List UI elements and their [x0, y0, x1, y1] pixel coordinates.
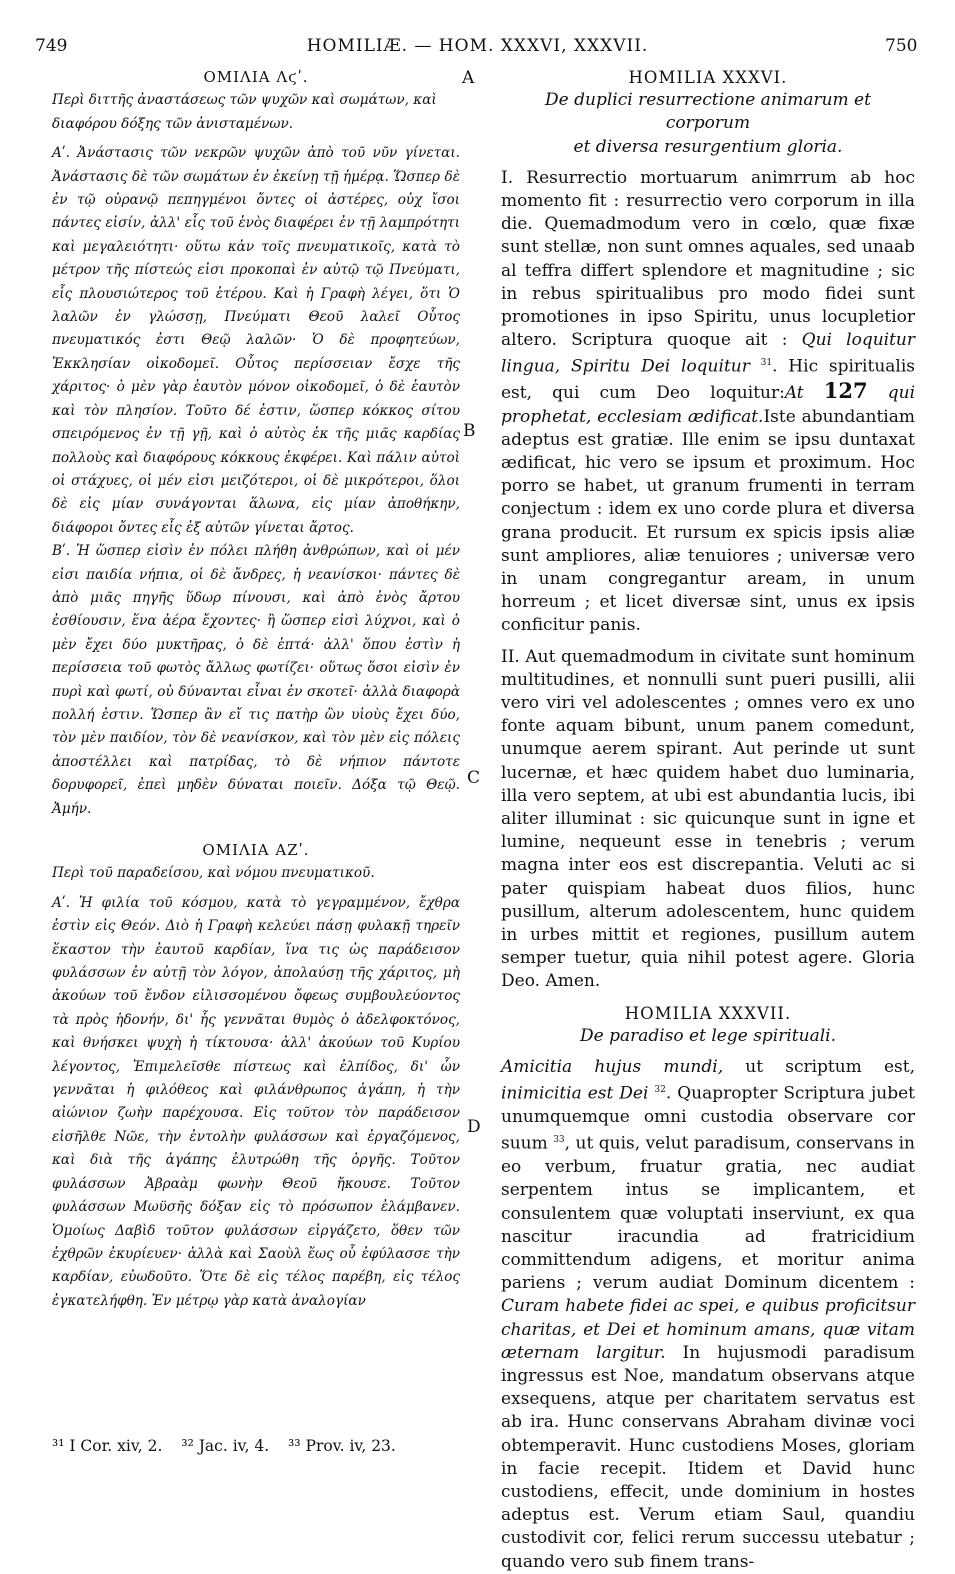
scripture-quote: Qui loquitur lingua, Spiritu Dei loquitur [501, 330, 916, 378]
latin-homily-36-paragraph-1: I. Resurrectio mortuarum animrrum ab hoc momento fit : resurrectio vero corporum in illa die. Quemadmodum vero in cœlo, quæ fixæ sunt stellæ, non sunt omnes aquales, sed unaab al teffra differt splendore et magnitudine ; sic in rebus spiritualibus pro modo fidei sunt promotiones in ipso Spiritu, unus locupletior altero. Scriptura quoque ait : Qui loquitur lingua, Spiritu Dei loquitur $^{31}$. Hic spiritualis est, qui cum Deo loquitur:At 127 qui prophetat, ecclesiam ædificat.Iste abundantiam adeptus est gratiæ. Ille enim se ipsu duntaxat ædificat, hic vero se ipsum et proximum. Hoc porro se habet, ut granum frumenti in terram conjectum : idem ex uno corde plura et diversa grana producit. Et rursum ex spicis ipsis aliæ sunt ampliores, aliæ tenuiores ; universæ vero in unam congregantur aream, in unum horreum ; et licet diversæ sint, unus ex ipsis conficitur panis. [501, 167, 916, 636]
greek-homily-37-subtitle: Περὶ τοῦ παραδείσου, καὶ νόμου πνευματικοῦ. [52, 865, 375, 882]
greek-homily-36-paragraph-1: Αʹ. Ἀνάστασις τῶν νεκρῶν ψυχῶν ἀπὸ τοῦ νῦν γίνεται. Ἀνάστασις δὲ τῶν σωμάτων ἐν ἐκείνῃ τῇ ἡμέρᾳ. Ὥσπερ δὲ ἐν τῷ οὐρανῷ πεπηγμένοι ὄντες οἱ ἀστέρες, οὐχ ἴσοι πάντες εἰσίν, ἀλλ' εἷς τοῦ ἑνὸς διαφέρει ἐν τῇ λαμπρότητι καὶ μεγαλειότητι· οὕτω κἀν τοῖς πνευματικοῖς, κατὰ τὸ μέτρον τῆς πίστεώς εἰσι προκοπαὶ ἐν αὐτῷ τῷ Πνεύματι, εἷς πλουσιώτερος τοῦ ἑτέρου. Καὶ ἡ Γραφὴ λέγει, ὅτι Ὁ λαλῶν ἐν γλώσσῃ, Πνεύματι Θεοῦ λαλεῖ Οὗτος πνευματικός ἐστι Θεῷ λαλῶν· Ὁ δὲ προφητεύων, Ἐκκλησίαν οἰκοδομεῖ. Οὗτος περίσσειαν ἔσχε τῆς χάριτος· ὁ μὲν γὰρ ἑαυτὸν μόνον οἰκοδομεῖ, ὁ δὲ ἑαυτὸν καὶ τὸν πλησίον. Τοῦτο δέ ἐστιν, ὥσπερ κόκκος σίτου σπειρόμενος ἐν τῇ γῇ, καὶ ὁ αὐτὸς ἐκ τῆς μιᾶς καρδίας πολλοὺς καὶ διαφόρους κόκκους ἐκφέρει. Καὶ πάλιν αὐτοὶ οἱ στάχυες, οἱ μέν εἰσι μειζότεροι, οἱ δὲ μικρότεροι, ὅλοι δὲ εἰς μίαν συνάγονται ἅλωνα, εἰς μίαν ἀποθήκην, διάφοροι ὄντες εἷς ἐξ αὐτῶν γίνεται ἄρτος. [52, 145, 460, 536]
page-number-right: 750 [885, 36, 918, 56]
footnote-33: ³³ Prov. iv, 23. [288, 1437, 396, 1455]
footnote-32: ³² Jac. iv, 4. [181, 1437, 270, 1455]
scripture-quote-2: qui prophetat, ecclesiam ædificat. [501, 383, 916, 427]
greek-homily-36-subtitle: Περὶ διττῆς ἀναστάσεως τῶν ψυχῶν καὶ σωμάτων, καὶ διαφόρου δόξης τῶν ἀνισταμένων. [52, 92, 437, 132]
page-number-left: 749 [35, 36, 68, 56]
greek-homily-37-paragraph-1: Αʹ. Ἡ φιλία τοῦ κόσμου, κατὰ τὸ γεγραμμένον, ἔχθρα ἐστὶν εἰς Θεόν. Διὸ ἡ Γραφὴ κελεύει πάσῃ φυλακῇ τηρεῖν ἕκαστον τὴν ἑαυτοῦ καρδίαν, ἵνα τις ὡς παράδεισον φυλάσσων ἐν αὐτῇ τὸν λόγον, ἀπολαύσῃ τῆς χάριτος, μὴ ἀκούων τοῦ ἔνδον εἱλισσομένου ὄφεως συμβουλεύοντος τὰ πρὸς ἡδονήν, δι' ἧς γεννᾶται θυμὸς ὁ ἀδελφοκτόνος, καὶ θνήσκει ψυχὴ ἡ τίκτουσα· ἀλλ' ἀκούων τοῦ Κυρίου λέγοντος, Ἐπιμελεῖσθε πίστεως καὶ ἐλπίδος, δι' ὧν γεννᾶται ἡ φιλόθεος καὶ φιλάνθρωπος ἀγάπη, ἡ τὴν αἰώνιον ζωὴν παρέχουσα. Εἰς τοῦτον τὸν παράδεισον εἰσῆλθε Νῶε, τὴν ἐντολὴν φυλάσσων καὶ ἐργαζόμενος, καὶ διὰ τῆς ἀγάπης ἐλυτρώθη τῆς ὀργῆς. Τοῦτον φυλάσσων Ἀβραὰμ φωνὴν Θεοῦ ἤκουσε. Τοῦτον φυλάσσων Μωϋσῆς δόξαν εἰς τὸ πρόσωπον ἐλάμβανεν. Ὁμοίως Δαβὶδ τοῦτον φυλάσσων εἰργάζετο, ὅθεν τῶν ἐχθρῶν ἐκυρίευεν· ἀλλὰ καὶ Σαοὺλ ἕως οὗ ἐφύλασσε τὴν καρδίαν, εὐωδοῦτο. Ὅτε δὲ εἰς τέλος παρέβη, εἰς τέλος ἐγκατελήφθη. Ἐν μέτρῳ γὰρ κατὰ ἀναλογίαν [52, 894, 460, 1309]
latin-homily-37-title: HOMILIA XXXVII. [624, 1003, 792, 1023]
margin-marker-a: A [462, 68, 475, 88]
greek-homily-36-paragraph-2: Βʹ. Ἡ ὥσπερ εἰσὶν ἐν πόλει πλήθη ἀνθρώπων, καὶ οἱ μέν εἰσι παιδία νήπια, οἱ δὲ ἄνδρες, ἡ νεανίσκοι· πάντες δὲ ἀπὸ μιᾶς πηγῆς ὕδωρ πίνουσι, καὶ ἀπὸ ἑνὸς ἄρτου ἐσθίουσιν, ἕνα ἀέρα ἔχοντες· ἢ ὥσπερ εἰσὶ λύχνοι, καὶ ὁ μὲν ἔχει δύο μυκτῆρας, ὁ δὲ ἑπτά· ἀλλ' ὅπου ἐστὶν ἡ περίσσεια τοῦ φωτὸς ἄλλως φωτίζει· οὕτως ὅσοι εἰσὶν ἐν πυρὶ καὶ φωτί, οὐ δύνανται εἶναι ἐν σκοτεῖ· ἀλλὰ διαφορὰ πολλή ἐστιν. Ὥσπερ ἂν εἴ τις πατὴρ ὢν υἱοὺς ἔχει δύο, τὸν μὲν παιδίον, τὸν δὲ νεανίσκον, καὶ τὸν μὲν εἰς πόλεις ἀποστέλλει καὶ πατρίδας, τὸ δὲ νήπιον πάντοτε δορυφορεῖ, ἐπεὶ μηδὲν δύναται ποιεῖν. Δόξα τῷ Θεῷ. Ἀμήν. [52, 543, 460, 817]
latin-column [501, 66, 915, 1574]
latin-homily-36-subtitle-2: et diversa resurgentium gloria. [573, 136, 843, 157]
footnote-ref-32: 32 [654, 1085, 666, 1096]
margin-marker-b: B [463, 421, 476, 441]
footnote-31: ³¹ I Cor. xiv, 2. [52, 1437, 163, 1455]
latin-homily-37-subtitle: De paradiso et lege spirituali. [580, 1025, 836, 1046]
greek-homily-36-title: ΟΜΙΛΙΑ Λϛʹ. [203, 68, 309, 86]
latin-homily-36-subtitle-1: De duplici resurrectione animarum et corporum [545, 90, 871, 134]
greek-homily-37-title: ΟΜΙΛΙΑ ΑΖʹ. [202, 841, 310, 859]
page-header [0, 36, 955, 60]
greek-column [52, 66, 460, 1313]
footnote-ref-31: 31 [760, 358, 773, 369]
footnote-ref-33: 33 [553, 1135, 565, 1146]
latin-homily-36-title: HOMILIA XXXVI. [628, 68, 788, 87]
footnotes [52, 1437, 410, 1455]
margin-marker-d: D [467, 1117, 481, 1137]
running-title: HOMILIÆ. — HOM. XXXVI, XXXVII. [306, 36, 649, 56]
latin-homily-37-paragraph-1: Amicitia hujus mundi, ut scriptum est, inimicitia est Dei $^{32}$. Quapropter Scriptura jubet unumquemque omni custodia observare cor suum $^{33}$, ut quis, velut paradisum, conservans in eo verbum, fruatur gratia, nec audiat serpentem intus se implicantem, et consulentem quæ voluptati inserviunt, ex qua nascitur iracundia ad fratricidium committendum adigens, et moritur anima pariens ; verum audiat Dominum dicentem : Curam habete fidei ac spei, e quibus proficitsur charitas, et Dei et hominum amans, quæ vitam æternam largitur. In hujusmodi paradisum ingressus est Noe, mandatum observans atque exsequens, atque per charitatem servatus est ab ira. Hunc conservans Abraham divinæ voci obtemperavit. Hunc custodiens Moses, gloriam in facie recepit. Itidem et David hunc custodiens, effecit, unde dominium in hostes adeptus est. Verum etiam Saul, quandiu custodivit cor, felici rerum successu utebatur ; quando vero sub finem trans- [501, 1056, 916, 1572]
latin-homily-36-paragraph-2: II. Aut quemadmodum in civitate sunt hominum multitudines, et nonnulli sunt pueri pusilli, alii vero viri vel adolescentes ; omnes vero ex uno fonte aquam bibunt, unum panem comedunt, unumque aerem spirant. Aut perinde ut sunt lucernæ, et hæc quidem habet duo luminaria, illa vero septem, at ubi est abundantia lucis, ibi aliter illuminat : sic quicunque sunt in igne et lumine, nequeunt esse in tenebris ; verum magna inter eos est discrepantia. Veluti ac si pater quispiam habeat duos filios, hunc pusillum, alterum adolescentem, hunc quidem in urbes mittit et regiones, pusillum autem semper tuetur, quia nihil potest agere. Gloria Deo. Amen. [501, 646, 915, 992]
column-number: 127 [823, 378, 868, 404]
scripture-quote-3: Curam habete fidei ac spei, e quibus proficitsur charitas, et Dei et hominum amans, quæ vitam æternam largitur. [501, 1296, 915, 1363]
margin-marker-c: C [467, 768, 481, 788]
